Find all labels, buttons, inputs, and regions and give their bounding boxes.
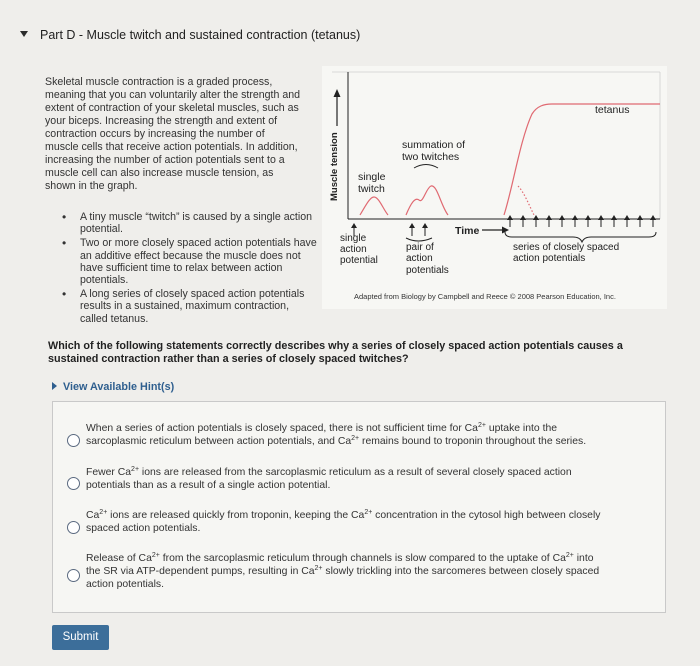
- muscle-tension-figure: [322, 66, 667, 309]
- label-series-line1: series of closely spaced: [513, 242, 620, 253]
- x-axis-label: Time: [455, 225, 480, 237]
- option-line: the SR via ATP-dependent pumps, resulting in $Ca^{2+}$ slowly trickling into the sarcomeres between closely spaced: [86, 565, 600, 577]
- expand-triangle-icon: [52, 382, 57, 390]
- label-pair-line2: action: [406, 253, 433, 264]
- option-line: Fewer $Ca^{2+}$ ions are released from the sarcoplasmic reticulum as a result of several closely spaced action: [86, 466, 572, 478]
- option-line: sarcoplasmic reticulum between action potentials, and $Ca^{2+}$ remains bound to troponin throughout the series.: [86, 435, 587, 447]
- view-hints-link[interactable]: [52, 381, 174, 393]
- option-text: [86, 509, 646, 535]
- intro-paragraph: Skeletal muscle contraction is a graded process, meaning that you can voluntarily alter the strength and extent of contraction of your skeletal muscles, such as your biceps. Increasing the strength and extent of contraction occurs by increasing the number of muscle cells that receive action potentials. In addition, increasing the number of action potentials sent to a muscle cell can also increase muscle tension, as shown in the graph.: [45, 76, 300, 192]
- option-line: spaced action potentials.: [86, 523, 201, 534]
- hints-label: View Available Hint(s): [63, 381, 175, 393]
- answer-options-panel: [52, 401, 666, 613]
- radio-button[interactable]: [67, 477, 80, 490]
- option-line: Release of $Ca^{2+}$ from the sarcoplasmic reticulum through channels is slow compared to the uptake of $Ca^{2+}$ into: [86, 552, 594, 564]
- part-header[interactable]: [20, 28, 360, 42]
- label-summation-line2: two twitches: [402, 151, 460, 163]
- option-line: $Ca^{2+}$ ions are released quickly from troponin, keeping the $Ca^{2+}$ concentration in the cytosol high between closely: [86, 509, 601, 521]
- option-text: [86, 422, 646, 448]
- submit-button[interactable]: Submit: [52, 625, 109, 650]
- option-text: [86, 552, 646, 591]
- label-tetanus: tetanus: [595, 104, 630, 116]
- label-single-twitch-line1: single: [358, 171, 386, 183]
- y-axis-label: Muscle tension: [329, 132, 340, 201]
- figure-credit: Adapted from Biology by Campbell and Reece © 2008 Pearson Education, Inc.: [354, 292, 616, 301]
- option-line: potentials than as a result of a single action potential.: [86, 480, 331, 491]
- bullet-item: • A long series of closely spaced action potentials results in a sustained, maximum contraction, called tetanus.: [62, 288, 317, 325]
- question-text: Which of the following statements correctly describes why a series of closely spaced action potentials causes a sustained contraction rather than a series of closely spaced twitches?: [48, 340, 623, 365]
- option-line: action potentials.: [86, 579, 164, 590]
- option-text: [86, 466, 646, 492]
- label-pair-line1: pair of: [406, 242, 434, 253]
- label-single-twitch-line2: twitch: [358, 183, 385, 195]
- label-series-line2: action potentials: [513, 253, 586, 264]
- bullet-item: • Two or more closely spaced action potentials have an additive effect because the muscle does not have sufficient time to relax between action potentials.: [62, 237, 317, 286]
- label-single-ap-line1: single: [340, 233, 367, 244]
- label-pair-line3: potentials: [406, 265, 449, 276]
- collapse-caret-icon[interactable]: [20, 31, 28, 37]
- label-single-ap-line2: action: [340, 244, 367, 255]
- label-single-ap-line3: potential: [340, 255, 378, 266]
- option-line: When a series of action potentials is closely spaced, there is not sufficient time for $Ca^{2+}$ uptake into the: [86, 422, 558, 434]
- radio-button[interactable]: [67, 569, 80, 582]
- label-summation-line1: summation of: [402, 139, 466, 151]
- radio-button[interactable]: [67, 521, 80, 534]
- radio-button[interactable]: [67, 434, 80, 447]
- bullet-list: [62, 211, 317, 327]
- part-title: Part D - Muscle twitch and sustained contraction (tetanus): [40, 28, 361, 42]
- bullet-item: • A tiny muscle “twitch” is caused by a single action potential.: [62, 211, 317, 235]
